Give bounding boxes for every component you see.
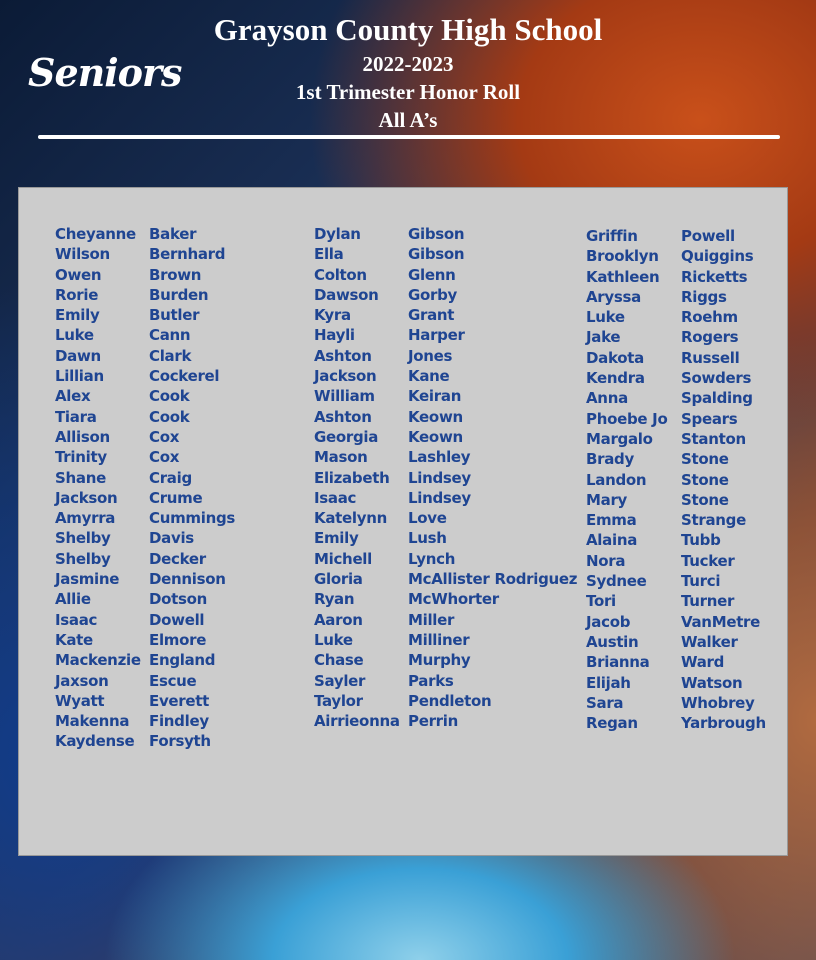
last-name: McWhorter	[408, 590, 499, 609]
last-name: Watson	[681, 673, 743, 692]
last-name: Keown	[408, 427, 463, 446]
first-name: Trinity	[55, 448, 107, 467]
last-name: Gibson	[408, 225, 465, 243]
first-name: Elijah	[586, 673, 631, 692]
first-name: Sayler	[314, 671, 366, 690]
first-name: Ella	[314, 245, 344, 264]
last-name: Forsyth	[149, 732, 211, 751]
first-name: Jasmine	[55, 570, 120, 589]
last-name: Walker	[681, 632, 738, 651]
first-name: Regan	[586, 714, 638, 733]
last-name: Perrin	[408, 712, 458, 731]
first-name: Jake	[586, 328, 621, 347]
last-name: Parks	[408, 671, 454, 690]
last-name: Clark	[149, 346, 192, 365]
school-year: 2022-2023	[362, 52, 454, 76]
last-name: Kane	[408, 367, 450, 386]
first-name: Dakota	[586, 348, 644, 367]
first-name: Jackson	[55, 488, 118, 507]
first-name: Kendra	[586, 369, 645, 388]
last-name: Grant	[408, 306, 455, 325]
first-name: Kaydense	[55, 732, 135, 751]
last-name: Cook	[149, 407, 190, 426]
last-name: Dotson	[149, 590, 208, 609]
first-name: Amyrra	[55, 509, 116, 528]
first-name: Aryssa	[586, 287, 641, 306]
first-name-column-1	[55, 224, 141, 752]
last-name: Craig	[149, 468, 192, 487]
last-name: Milliner	[408, 630, 470, 649]
first-name: Colton	[314, 265, 367, 284]
last-name-column-1	[149, 224, 235, 752]
first-name: Lillian	[55, 367, 104, 386]
first-name: Tori	[586, 592, 616, 611]
last-name: Lindsey	[408, 488, 471, 507]
last-name-column-3	[681, 226, 766, 733]
last-name: Tucker	[681, 551, 735, 570]
last-name: Gibson	[408, 245, 465, 264]
last-name: Bernhard	[149, 245, 226, 264]
title-block	[208, 10, 608, 134]
first-name: Dawn	[55, 346, 101, 365]
first-name: Dylan	[314, 225, 361, 243]
header	[0, 0, 816, 150]
last-name: McAllister Rodriguez	[408, 570, 578, 589]
last-name: Turci	[681, 572, 721, 591]
last-name: Cox	[149, 427, 180, 446]
first-name: Chase	[314, 651, 364, 670]
first-name: Rorie	[55, 285, 99, 304]
first-name: William	[314, 387, 375, 406]
first-name: Ashton	[314, 407, 372, 426]
first-name: Griffin	[586, 227, 638, 245]
school-title: Grayson County High School	[213, 12, 603, 47]
honor-category: All A’s	[378, 108, 438, 132]
first-name: Sydnee	[586, 572, 647, 591]
first-name: Mary	[586, 490, 628, 509]
names-panel	[18, 187, 788, 856]
first-name: Allison	[55, 427, 110, 446]
last-name: Lynch	[408, 549, 456, 568]
last-name: Dowell	[149, 610, 205, 629]
first-name: Cheyanne	[55, 225, 136, 243]
first-name-column-3	[586, 226, 667, 733]
first-name-column-2	[314, 224, 400, 731]
first-name: Sara	[586, 693, 624, 712]
last-name: Miller	[408, 610, 455, 629]
last-name: Whobrey	[681, 693, 755, 712]
first-name: Jacob	[586, 612, 631, 631]
last-name-column-2	[408, 224, 577, 731]
first-name: Shelby	[55, 529, 111, 548]
first-name: Landon	[586, 470, 647, 489]
last-name: Rogers	[681, 328, 739, 347]
first-name: Georgia	[314, 427, 379, 446]
first-name: Owen	[55, 265, 102, 284]
last-name: Burden	[149, 285, 209, 304]
last-name: Davis	[149, 529, 194, 548]
first-name: Jackson	[314, 367, 377, 386]
last-name: Gorby	[408, 285, 458, 304]
first-name: Wilson	[55, 245, 110, 264]
first-name: Ryan	[314, 590, 355, 609]
last-name: VanMetre	[681, 612, 761, 631]
first-name: Kathleen	[586, 267, 660, 286]
last-name: Cummings	[149, 509, 236, 528]
first-name: Brady	[586, 450, 634, 469]
first-name: Allie	[55, 590, 91, 609]
honor-roll-title: 1st Trimester Honor Roll	[295, 80, 521, 104]
last-name: Murphy	[408, 651, 471, 670]
first-name: Emily	[55, 306, 100, 325]
last-name: Cann	[149, 326, 191, 345]
last-name: Butler	[149, 306, 200, 325]
first-name: Emma	[586, 511, 637, 530]
last-name: Spalding	[681, 389, 753, 408]
last-name: Stone	[681, 470, 729, 489]
first-name: Isaac	[55, 610, 98, 629]
last-name: Crume	[149, 488, 203, 507]
first-name: Makenna	[55, 712, 130, 731]
last-name: Escue	[149, 671, 197, 690]
last-name: Harper	[408, 326, 465, 345]
first-name: Anna	[586, 389, 628, 408]
last-name: Riggs	[681, 287, 727, 306]
last-name: Ricketts	[681, 267, 748, 286]
last-name: Cox	[149, 448, 180, 467]
last-name: Powell	[681, 227, 735, 245]
last-name: Quiggins	[681, 247, 754, 266]
first-name: Michell	[314, 549, 372, 568]
first-name: Gloria	[314, 570, 363, 589]
last-name: Glenn	[408, 265, 456, 284]
first-name: Mackenzie	[55, 651, 141, 670]
last-name: Lindsey	[408, 468, 471, 487]
first-name: Alaina	[586, 531, 638, 550]
last-name: Dennison	[149, 570, 226, 589]
first-name: Luke	[55, 326, 94, 345]
last-name: Elmore	[149, 630, 207, 649]
first-name: Alex	[55, 387, 91, 406]
first-name: Elizabeth	[314, 468, 390, 487]
last-name: Stone	[681, 490, 729, 509]
last-name: England	[149, 651, 216, 670]
first-name: Hayli	[314, 326, 355, 345]
last-name: Everett	[149, 691, 210, 710]
last-name: Jones	[408, 346, 453, 365]
first-name: Austin	[586, 632, 639, 651]
first-name: Brooklyn	[586, 247, 659, 266]
first-name: Aaron	[314, 610, 363, 629]
first-name: Kate	[55, 630, 93, 649]
last-name: Baker	[149, 225, 197, 243]
first-name: Wyatt	[55, 691, 105, 710]
first-name: Nora	[586, 551, 626, 570]
last-name: Decker	[149, 549, 206, 568]
last-name: Yarbrough	[681, 714, 766, 733]
last-name: Keown	[408, 407, 463, 426]
first-name: Isaac	[314, 488, 357, 507]
first-name: Kyra	[314, 306, 351, 325]
last-name: Strange	[681, 511, 746, 530]
last-name: Findley	[149, 712, 209, 731]
first-name: Ashton	[314, 346, 372, 365]
first-name: Taylor	[314, 691, 363, 710]
first-name: Katelynn	[314, 509, 387, 528]
last-name: Spears	[681, 409, 738, 428]
last-name: Sowders	[681, 369, 752, 388]
last-name: Stone	[681, 450, 729, 469]
first-name: Dawson	[314, 285, 379, 304]
last-name: Cockerel	[149, 367, 220, 386]
last-name: Ward	[681, 653, 725, 672]
first-name: Luke	[314, 630, 353, 649]
first-name: Shelby	[55, 549, 111, 568]
last-name: Keiran	[408, 387, 462, 406]
first-name: Margalo	[586, 429, 653, 448]
first-name: Airrieonna	[314, 712, 400, 731]
last-name: Roehm	[681, 308, 738, 327]
last-name: Cook	[149, 387, 190, 406]
last-name: Love	[408, 509, 447, 528]
last-name: Tubb	[681, 531, 721, 550]
last-name: Pendleton	[408, 691, 492, 710]
first-name: Emily	[314, 529, 359, 548]
first-name: Phoebe Jo	[586, 409, 668, 428]
first-name: Shane	[55, 468, 106, 487]
last-name: Brown	[149, 265, 202, 284]
last-name: Lashley	[408, 448, 471, 467]
header-divider	[38, 135, 780, 139]
section-label: Seniors	[28, 50, 182, 95]
first-name: Tiara	[55, 407, 97, 426]
last-name: Lush	[408, 529, 447, 548]
first-name: Brianna	[586, 653, 650, 672]
last-name: Stanton	[681, 429, 746, 448]
last-name: Turner	[681, 592, 735, 611]
first-name: Mason	[314, 448, 368, 467]
first-name: Jaxson	[55, 671, 109, 690]
last-name: Russell	[681, 348, 740, 367]
first-name: Luke	[586, 308, 625, 327]
